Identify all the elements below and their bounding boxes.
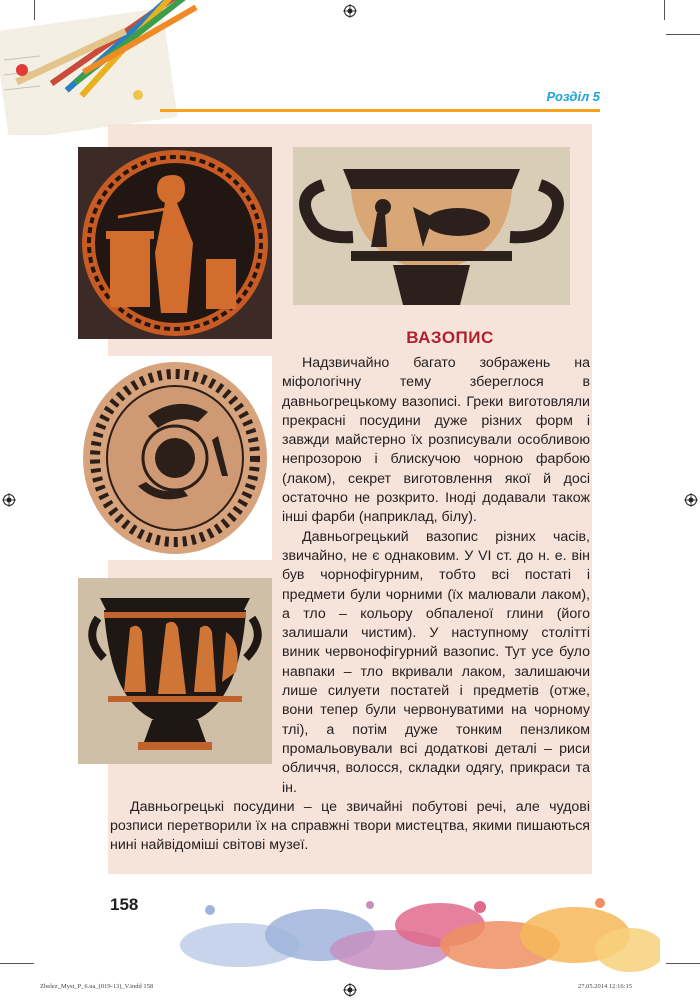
paint-splash-decoration bbox=[180, 895, 660, 975]
crop-mark bbox=[666, 963, 700, 964]
registration-mark-icon bbox=[343, 4, 357, 18]
black-figure-kantharos-image bbox=[293, 147, 570, 305]
crop-mark bbox=[666, 34, 700, 35]
paragraph: Давньогрецький вазопис різних часів, звичайно, не є однаковим. У VI ст. до н. е. він був чорнофігурним, тобто всі постаті і предмети були чорними (їх малювали лаком), а тло – кольору обпаленої глини (його залишали чистим). У наступному столітті виник червонофігурний вазопис. Тут усе було навпаки – тло вкривали лаком, залишаючи лише силуети постатей і предметів (отже, вони тепер були червонуватими на чорному тлі), а потім дуже тонким пензликом промальовували всі додаткові деталі – риси обличчя, волосся, складки одягу, прикраси та ін. bbox=[282, 528, 590, 796]
red-figure-plate-image bbox=[78, 147, 272, 339]
paragraph: Давньогрецькі посудини – це звичайні побутові речі, але чудові розписи перетворили їх на справжні твори мистецтва, якими пишаються нині найвідоміші світові музеї. bbox=[110, 798, 590, 854]
registration-mark-icon bbox=[343, 983, 357, 997]
crop-mark bbox=[0, 963, 34, 964]
float-spacer bbox=[110, 354, 282, 606]
page-number: 158 bbox=[110, 895, 139, 914]
crop-mark bbox=[664, 0, 665, 20]
paragraph: Надзвичайно багато зображень на міфологічну тему збереглося в давньогрецькому вазописі. Греки виготовляли прекрасні посудини дуже різних форм і завжди майстерно їх розписували особливою непрозорою і блискучою чорною фарбою (лаком), секрет виготовлення якої й досі остаточно не розкрито. Іноді додавали також інші фарби (наприклад, білу). bbox=[282, 355, 590, 526]
pencils-decoration bbox=[0, 0, 200, 135]
registration-mark-icon bbox=[2, 493, 16, 507]
print-date-info: 27.05.2014 12:16:15 bbox=[578, 983, 632, 990]
article-body bbox=[110, 354, 590, 874]
print-file-info: Zhelez_Myst_P_6.ua_(019-13)_V.indd 158 bbox=[40, 983, 154, 990]
registration-mark-icon bbox=[684, 493, 698, 507]
header-rule bbox=[160, 109, 600, 112]
article-title: ВАЗОПИС bbox=[406, 328, 494, 347]
float-spacer bbox=[110, 606, 282, 781]
section-label: Розділ 5 bbox=[546, 89, 600, 104]
